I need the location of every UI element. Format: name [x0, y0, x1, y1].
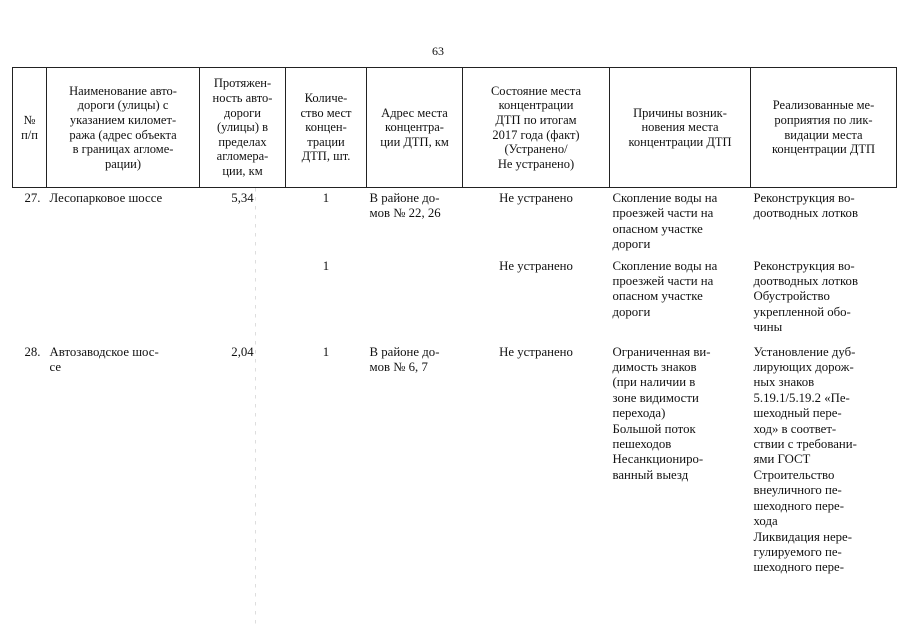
table-row	[13, 253, 897, 339]
header-measures: Реализованные ме- роприятия по лик- видации места концентрации ДТП	[751, 68, 897, 188]
accident-cause: Скопление воды на проезжей части на опасном участке дороги	[612, 191, 718, 252]
accident-count: 1	[322, 258, 330, 273]
header-address: Адрес места концентра- ции ДТП, км	[367, 68, 463, 188]
accident-address	[367, 253, 463, 339]
accident-measures: Реконструкция во- доотводных лотков Обустройство укрепленной обо- чины	[753, 258, 858, 335]
accident-state: Не устранено	[499, 258, 573, 273]
accident-cause: Ограниченная ви- димость знаков (при наличии в зоне видимости перехода) Большой поток пешеходов Несанкциониро- ванный выезд	[612, 344, 711, 482]
accident-measures: Установление дуб- лирующих дорож- ных знаков 5.19.1/5.19.2 «Пе- шеходный пере- ход» в соответ- ствии с требовани- ями ГОСТ Строительство внеуличного пе- шеходного пере- хода Ликвидация нере- гулируемого пе- шеходного пере-	[753, 344, 857, 575]
header-cause: Причины возник- новения места концентрации ДТП	[610, 68, 751, 188]
road-name: Лесопарковое шоссе	[49, 191, 163, 205]
road-name	[47, 253, 200, 339]
accident-count: 1	[322, 344, 330, 359]
row-number: 27.	[24, 191, 41, 205]
header-state: Состояние места концентрации ДТП по итогам 2017 года (факт) (Устранено/ Не устранено)	[463, 68, 610, 188]
dtp-concentration-table	[12, 67, 897, 576]
page-number: 63	[432, 44, 444, 58]
row-number: 28.	[24, 344, 41, 359]
accident-measures: Реконструкция во- доотводных лотков	[753, 191, 858, 221]
road-length: 2,04	[231, 344, 254, 359]
road-length: 5,34	[231, 191, 254, 205]
accident-count: 1	[322, 191, 330, 205]
accident-address: В районе до- мов № 6, 7	[369, 344, 440, 375]
accident-address: В районе до- мов № 22, 26	[369, 191, 441, 221]
header-count: Количе- ство мест концен- трации ДТП, шт.	[286, 68, 367, 188]
road-name: Автозаводское шос- се	[49, 344, 159, 375]
header-number: № п/п	[13, 68, 47, 188]
accident-state: Не устранено	[499, 191, 573, 205]
table-row	[13, 188, 897, 253]
header-length: Протяжен- ность авто- дороги (улицы) в пределах агломера- ции, км	[200, 68, 286, 188]
table-header-row	[13, 68, 897, 188]
header-road-name: Наименование авто- дороги (улицы) с указанием километ- ража (адрес объекта в границах агломе- рации)	[47, 68, 200, 188]
row-number	[13, 253, 47, 339]
road-length	[200, 253, 286, 339]
accident-state: Не устранено	[499, 344, 573, 359]
accident-cause: Скопление воды на проезжей части на опасном участке дороги	[612, 258, 718, 319]
table-row	[13, 339, 897, 576]
